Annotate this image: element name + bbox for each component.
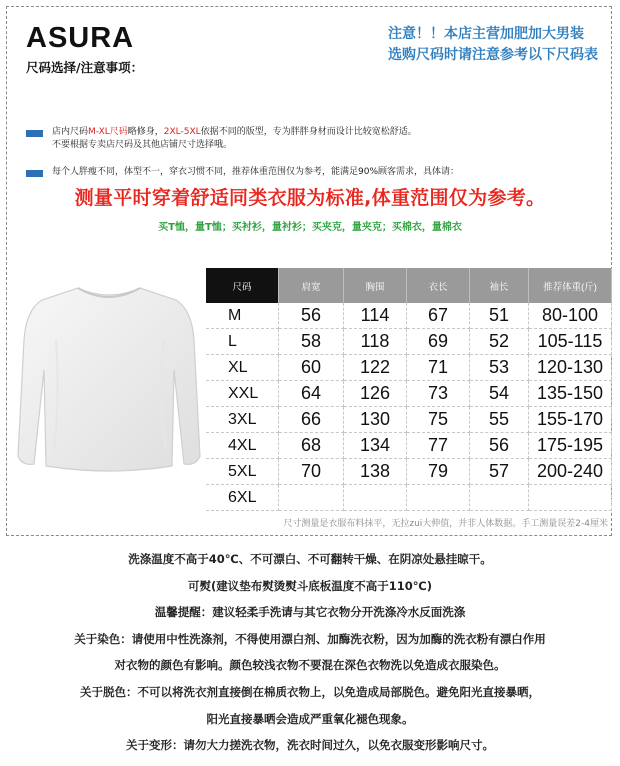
column-header: 胸围 bbox=[344, 268, 407, 303]
size-table bbox=[206, 268, 612, 511]
weight-cell: 80-100 bbox=[529, 303, 612, 329]
info-text bbox=[52, 126, 417, 152]
shoulder-cell: 64 bbox=[279, 381, 344, 407]
measure-headline: 测量平时穿着舒适同类衣服为标准,体重范围仅为参考。 bbox=[74, 187, 546, 209]
sleeve-cell: 57 bbox=[470, 459, 529, 485]
size-cell: 5XL bbox=[206, 459, 279, 485]
weight-cell: 155-170 bbox=[529, 407, 612, 433]
length-cell: 75 bbox=[407, 407, 470, 433]
column-header: 衣长 bbox=[407, 268, 470, 303]
length-cell: 77 bbox=[407, 433, 470, 459]
care-line: 阳光直接暴晒会造成严重氧化褪色现象。 bbox=[206, 711, 414, 726]
info-text-part: 每个人胖瘦不同，体型不一，穿衣习惯不同，推荐体重范围仅为参考，能满足90%顾客需求，具体请： bbox=[52, 167, 460, 177]
weight-cell: 120-130 bbox=[529, 355, 612, 381]
measurement-note: 尺寸测量是衣服布料抹平，无拉zui大伸值，并非人体数据。手工测量误差2-4厘米 bbox=[283, 519, 608, 529]
care-instructions bbox=[0, 546, 620, 759]
care-line: 关于染色：请使用中性洗涤剂，不得使用漂白剂、加酶洗衣粉，因为加酶的洗衣粉有漂白作用 bbox=[74, 631, 546, 646]
sleeve-cell: 55 bbox=[470, 407, 529, 433]
info-text-part: 依据不同的版型，专为胖胖身材而设计比较宽松舒适。 bbox=[200, 127, 417, 137]
table-row bbox=[206, 355, 612, 381]
shoulder-cell: 58 bbox=[279, 329, 344, 355]
notice-line-2: 选购尺码时请注意参考以下尺码表 bbox=[388, 47, 598, 63]
sleeve-cell: 54 bbox=[470, 381, 529, 407]
weight-cell: 105-115 bbox=[529, 329, 612, 355]
shoulder-cell: 56 bbox=[279, 303, 344, 329]
bullet-marker bbox=[26, 130, 43, 137]
shirt-image bbox=[16, 280, 202, 480]
table-row bbox=[206, 381, 612, 407]
measure-tip: 买T恤，量T恤；买衬衫，量衬衫；买夹克，量夹克；买棉衣，量棉衣 bbox=[158, 222, 462, 233]
size-cell: 3XL bbox=[206, 407, 279, 433]
size-table-header bbox=[206, 268, 612, 303]
column-header: 肩宽 bbox=[279, 268, 344, 303]
length-cell bbox=[407, 485, 470, 511]
shoulder-cell: 68 bbox=[279, 433, 344, 459]
sleeve-cell: 52 bbox=[470, 329, 529, 355]
info-item-sizes bbox=[26, 126, 417, 152]
column-header: 袖长 bbox=[470, 268, 529, 303]
sleeve-cell: 53 bbox=[470, 355, 529, 381]
info-text-part: 略修身， bbox=[127, 127, 164, 137]
care-line: 关于脱色：不可以将洗衣剂直接倒在棉质衣物上，以免造成局部脱色。避免阳光直接暴晒， bbox=[80, 684, 540, 699]
size-cell: XL bbox=[206, 355, 279, 381]
info-text-part: 不要根据专卖店尺码及其他店铺尺寸选择哦。 bbox=[52, 140, 233, 150]
table-row bbox=[206, 433, 612, 459]
care-line: 温馨提醒：建议轻柔手洗请与其它衣物分开洗涤冷水反面洗涤 bbox=[154, 605, 466, 620]
notice-line-1: 注意！！本店主营加肥加大男装 bbox=[388, 26, 584, 42]
chest-cell: 138 bbox=[344, 459, 407, 485]
length-cell: 67 bbox=[407, 303, 470, 329]
weight-cell: 200-240 bbox=[529, 459, 612, 485]
length-cell: 73 bbox=[407, 381, 470, 407]
chest-cell: 114 bbox=[344, 303, 407, 329]
table-row bbox=[206, 485, 612, 511]
column-header: 尺码 bbox=[206, 268, 279, 303]
column-header: 推荐体重(斤) bbox=[529, 268, 612, 303]
length-cell: 79 bbox=[407, 459, 470, 485]
info-text-part: 店内尺码 bbox=[52, 127, 89, 137]
chest-cell: 122 bbox=[344, 355, 407, 381]
sleeve-cell: 51 bbox=[470, 303, 529, 329]
chest-cell: 134 bbox=[344, 433, 407, 459]
weight-cell: 175-195 bbox=[529, 433, 612, 459]
sleeve-cell: 56 bbox=[470, 433, 529, 459]
info-text-highlight: 2XL-5XL bbox=[163, 127, 201, 137]
chest-cell: 126 bbox=[344, 381, 407, 407]
sleeve-cell bbox=[470, 485, 529, 511]
length-cell: 71 bbox=[407, 355, 470, 381]
notice-block bbox=[388, 24, 598, 66]
table-row bbox=[206, 407, 612, 433]
weight-cell bbox=[529, 485, 612, 511]
brand-logo: ASURA bbox=[26, 22, 135, 54]
shoulder-cell bbox=[279, 485, 344, 511]
info-item-weight bbox=[26, 166, 459, 179]
weight-cell: 135-150 bbox=[529, 381, 612, 407]
care-line: 关于变形：请勿大力搓洗衣物，洗衣时间过久，以免衣服变形影响尺寸。 bbox=[126, 738, 494, 753]
chest-cell bbox=[344, 485, 407, 511]
chest-cell: 130 bbox=[344, 407, 407, 433]
size-cell: 4XL bbox=[206, 433, 279, 459]
care-line: 可熨(建议垫布熨烫熨斗底板温度不高于110℃) bbox=[188, 578, 432, 593]
care-line: 对衣物的颜色有影响。颜色较浅衣物不要混在深色衣物洗以免造成衣服染色。 bbox=[114, 658, 506, 673]
shoulder-cell: 70 bbox=[279, 459, 344, 485]
table-row bbox=[206, 459, 612, 485]
table-row bbox=[206, 329, 612, 355]
info-text-highlight: M-XL尺码 bbox=[88, 127, 128, 137]
table-row bbox=[206, 303, 612, 329]
chest-cell: 118 bbox=[344, 329, 407, 355]
care-line: 洗涤温度不高于40℃、不可漂白、不可翻转干燥、在阴凉处悬挂晾干。 bbox=[128, 552, 492, 566]
size-cell: XXL bbox=[206, 381, 279, 407]
bullet-marker bbox=[26, 170, 43, 177]
size-cell: M bbox=[206, 303, 279, 329]
shoulder-cell: 60 bbox=[279, 355, 344, 381]
length-cell: 69 bbox=[407, 329, 470, 355]
size-cell: L bbox=[206, 329, 279, 355]
shoulder-cell: 66 bbox=[279, 407, 344, 433]
page-subtitle: 尺码选择/注意事项： bbox=[26, 60, 144, 75]
size-cell: 6XL bbox=[206, 485, 279, 511]
